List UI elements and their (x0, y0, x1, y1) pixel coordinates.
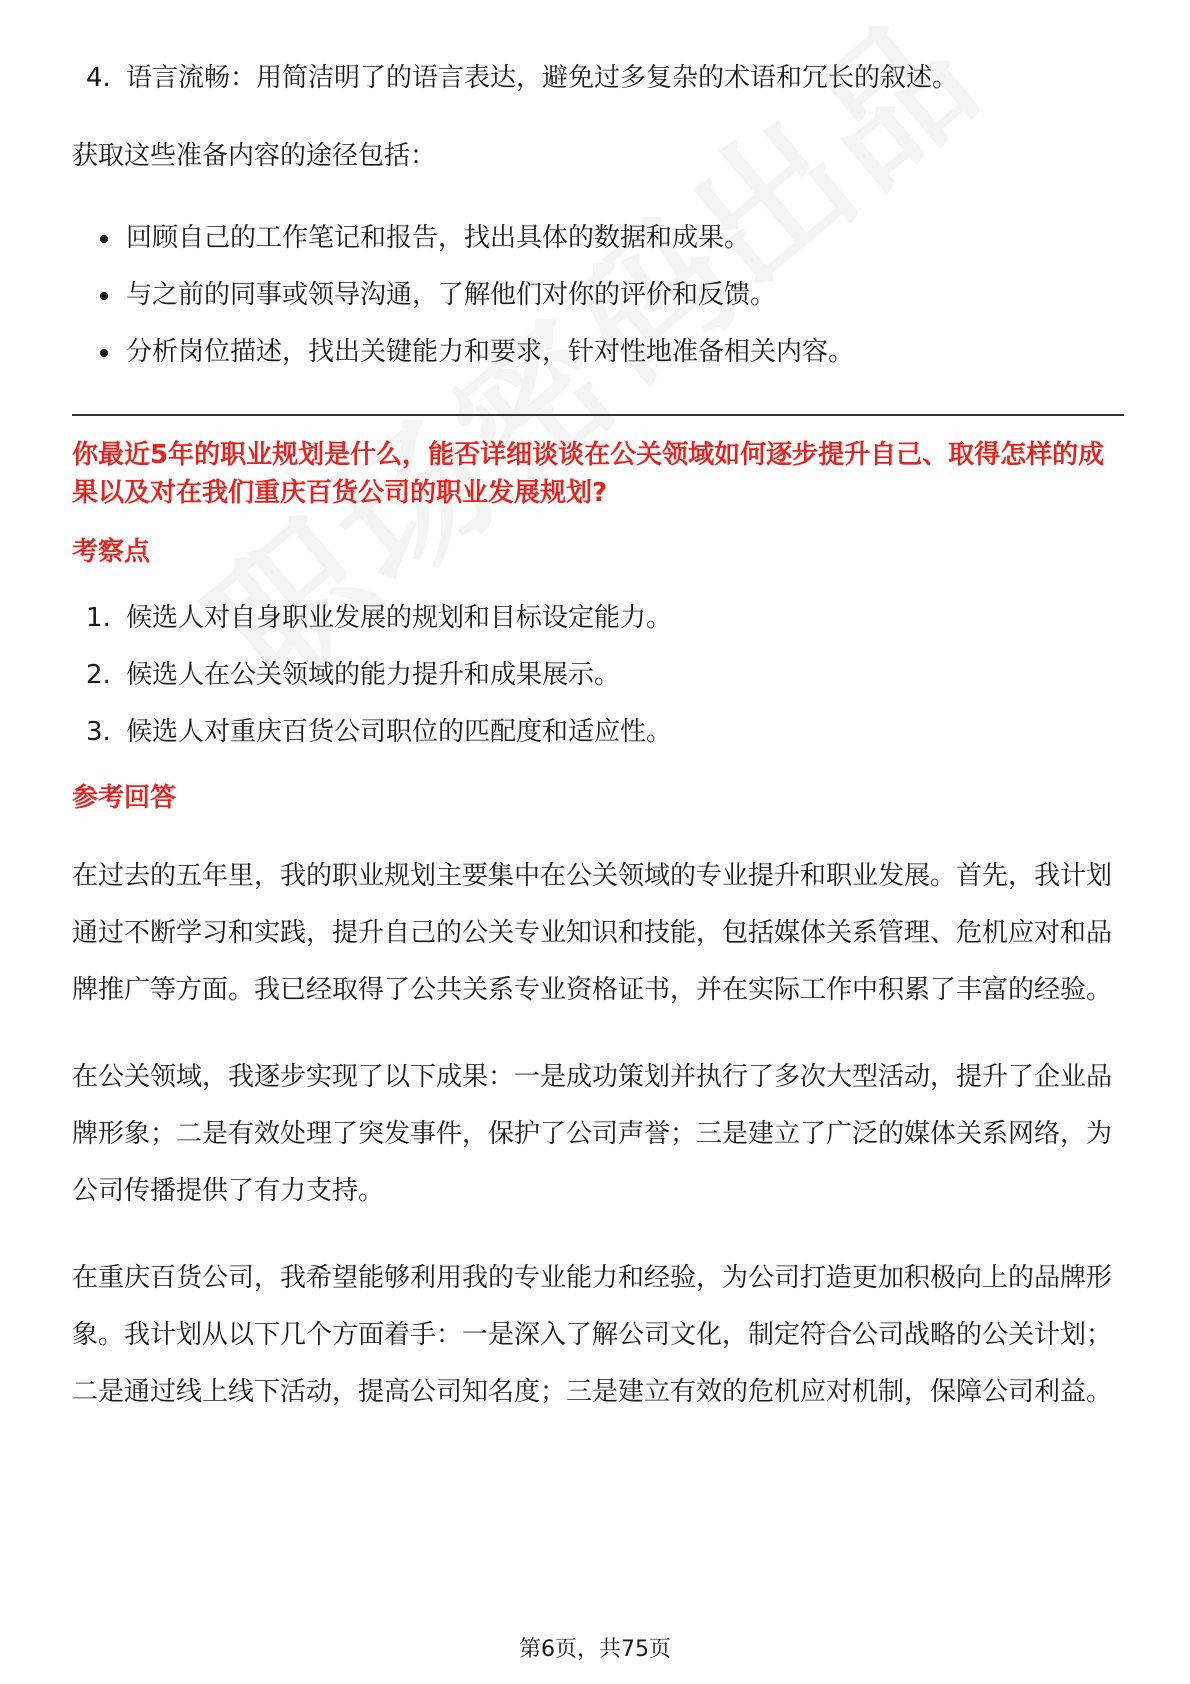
question-heading: 你最近5年的职业规划是什么，能否详细谈谈在公关领域如何逐步提升自己、取得怎样的成果以及对在我们重庆百货公司的职业发展规划? (72, 440, 1105, 508)
list-number: 4. (86, 63, 111, 93)
list-item (72, 655, 1124, 695)
bullet-item (72, 218, 1124, 258)
answer-paragraph: 在过去的五年里，我的职业规划主要集中在公关领域的专业提升和职业发展。首先，我计划通过不断学习和实践，提升自己的公关专业知识和技能，包括媒体关系管理、危机应对和品牌推广等方面。我已经取得了公共关系专业资格证书，并在实际工作中积累了丰富的经验。 (72, 861, 1113, 1005)
bullet-text: 与之前的同事或领导沟通，了解他们对你的评价和反馈。 (126, 280, 777, 310)
list-item (72, 58, 1124, 98)
bullet-dot-icon (100, 235, 108, 243)
page-content (72, 58, 1124, 1451)
bullet-text: 分析岗位描述，找出关键能力和要求，针对性地准备相关内容。 (126, 337, 855, 367)
answer-heading: 参考回答 (72, 783, 177, 813)
list-item-text: 候选人在公关领域的能力提升和成果展示。 (126, 660, 621, 690)
list-number: 2. (86, 660, 111, 690)
list-item-text: 候选人对自身职业发展的规划和目标设定能力。 (126, 603, 673, 633)
bullet-dot-icon (100, 292, 108, 300)
list-item (72, 712, 1124, 752)
answer-paragraph: 在重庆百货公司，我希望能够利用我的专业能力和经验，为公司打造更加积极向上的品牌形象。我计划从以下几个方面着手：一是深入了解公司文化，制定符合公司战略的公关计划；二是通过线上线下活动，提高公司知名度；三是建立有效的危机应对机制，保障公司利益。 (72, 1263, 1113, 1407)
list-item-text: 语言流畅：用简洁明了的语言表达，避免过多复杂的术语和冗长的叙述。 (126, 63, 959, 93)
points-heading: 考察点 (72, 537, 151, 567)
list-item-text: 候选人对重庆百货公司职位的匹配度和适应性。 (126, 717, 673, 747)
bullet-dot-icon (100, 349, 108, 357)
bullet-item (72, 275, 1124, 315)
bullet-item (72, 332, 1124, 372)
intro-paragraph: 获取这些准备内容的途径包括： (72, 141, 437, 171)
section-divider (72, 414, 1124, 416)
page-number-footer: 第6页，共75页 (519, 1637, 671, 1662)
bullet-text: 回顾自己的工作笔记和报告，找出具体的数据和成果。 (126, 223, 751, 253)
list-number: 1. (86, 603, 111, 633)
list-number: 3. (86, 717, 111, 747)
list-item (72, 598, 1124, 638)
answer-paragraph: 在公关领域，我逐步实现了以下成果：一是成功策划并执行了多次大型活动，提升了企业品牌形象；二是有效处理了突发事件，保护了公司声誉；三是建立了广泛的媒体关系网络，为公司传播提供了有力支持。 (72, 1062, 1113, 1206)
